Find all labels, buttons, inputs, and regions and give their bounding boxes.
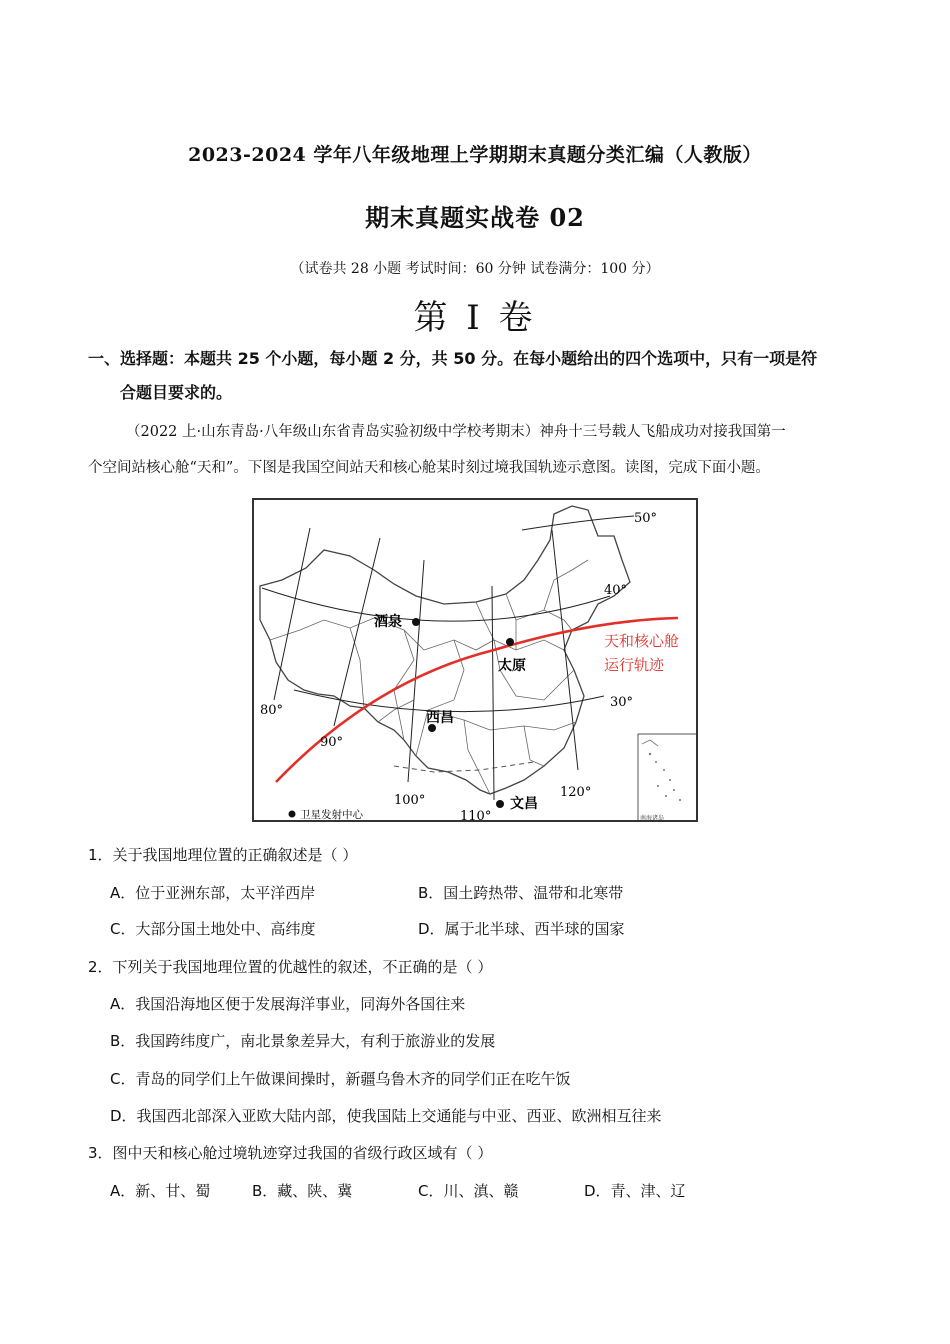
question-3-option-d[interactable]: D．青、津、辽	[584, 1182, 686, 1200]
city-dot-jiuquan	[412, 618, 420, 626]
question-3-option-b[interactable]: B．藏、陕、冀	[252, 1182, 353, 1200]
section-instruction-line2: 合题目要求的。	[120, 383, 233, 402]
paper-info: （试卷共 28 小题 考试时间：60 分钟 试卷满分：100 分）	[290, 261, 660, 277]
question-1-stem: 1．关于我国地理位置的正确叙述是（ ）	[88, 846, 358, 864]
question-1-option-a[interactable]: A．位于亚洲东部，太平洋西岸	[110, 884, 316, 902]
legend-dot	[289, 811, 296, 818]
lon-label-120: 120°	[560, 785, 592, 800]
section-instruction-line1: 一、选择题：本题共 25 个小题，每小题 2 分，共 50 分。在每小题给出的四个选项中，只有一项是符	[88, 349, 818, 368]
lon-label-80: 80°	[260, 703, 284, 718]
question-2-option-b[interactable]: B．我国跨纬度广，南北景象差异大，有利于旅游业的发展	[110, 1032, 496, 1050]
orbit-map-svg	[254, 500, 698, 822]
city-label-jiuquan: 酒泉	[374, 614, 402, 630]
paper-title: 期末真题实战卷 02	[365, 203, 585, 232]
orbit-label-line1: 天和核心舱	[604, 632, 680, 650]
city-dot-taiyuan	[506, 638, 514, 646]
china-outline	[260, 506, 630, 794]
question-1-option-d[interactable]: D．属于北半球、西半球的国家	[418, 920, 625, 938]
south-sea-inset	[638, 734, 698, 822]
question-3-option-a[interactable]: A．新、甘、蜀	[110, 1182, 211, 1200]
lon-label-100: 100°	[394, 793, 426, 808]
orbit-label-line2: 运行轨迹	[604, 656, 665, 674]
context-line2: 个空间站核心舱“天和”。下图是我国空间站天和核心舱某时刻过境我国轨迹示意图。读图，完成下面小题。	[88, 460, 770, 476]
question-2-option-d[interactable]: D．我国西北部深入亚欧大陆内部，使我国陆上交通能与中亚、西亚、欧洲相互往来	[110, 1107, 662, 1125]
legend-label: 卫星发射中心	[300, 809, 363, 821]
city-label-taiyuan: 太原	[498, 658, 526, 674]
city-label-xichang: 西昌	[426, 710, 454, 726]
lat-label-50: 50°	[634, 511, 658, 526]
volume-title: 第 I 卷	[413, 298, 537, 338]
lat-label-40: 40°	[604, 583, 628, 598]
question-3-option-c[interactable]: C．川、滇、赣	[418, 1182, 519, 1200]
dashed-boundary	[394, 762, 534, 772]
question-1-option-b[interactable]: B．国土跨热带、温带和北寒带	[418, 884, 624, 902]
series-title: 2023-2024 学年八年级地理上学期期末真题分类汇编（人教版）	[188, 144, 762, 166]
lon-label-110: 110°	[460, 809, 492, 824]
question-2-stem: 2．下列关于我国地理位置的优越性的叙述，不正确的是（ ）	[88, 958, 493, 976]
question-3-stem: 3．图中天和核心舱过境轨迹穿过我国的省级行政区域有（ ）	[88, 1144, 493, 1162]
question-2-option-a[interactable]: A．我国沿海地区便于发展海洋事业，同海外各国往来	[110, 995, 466, 1013]
province-borders	[270, 560, 588, 794]
orbit-map	[252, 498, 698, 822]
city-dot-wenchang	[496, 800, 504, 808]
question-1-option-c[interactable]: C．大部分国土地处中、高纬度	[110, 920, 316, 938]
context-line1: （2022 上·山东青岛·八年级山东省青岛实验初级中学校考期末）神舟十三号载人飞船成功对接我国第一	[126, 424, 786, 440]
lat-label-30: 30°	[610, 695, 634, 710]
lon-label-90: 90°	[320, 735, 344, 750]
question-2-option-c[interactable]: C．青岛的同学们上午做课间操时，新疆乌鲁木齐的同学们正在吃午饭	[110, 1070, 571, 1088]
city-label-wenchang: 文昌	[510, 796, 538, 812]
inset-label: 南海诸岛	[640, 815, 665, 822]
